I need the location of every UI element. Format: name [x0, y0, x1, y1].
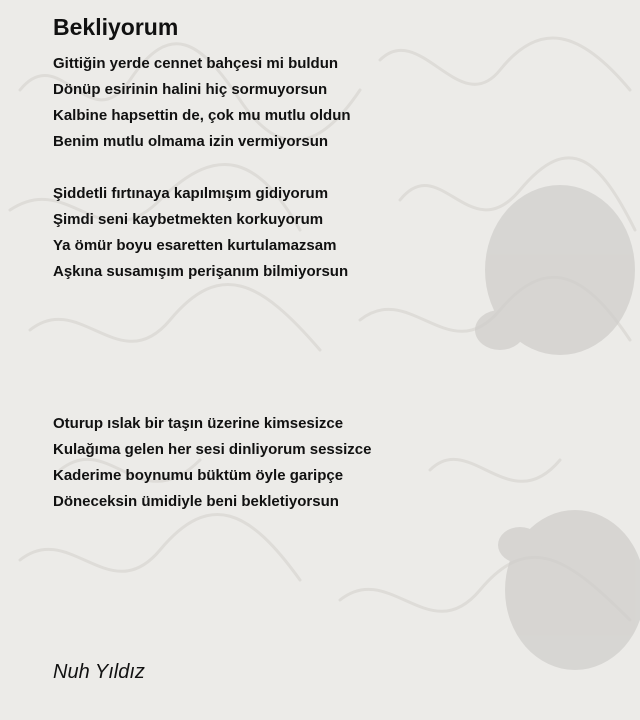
poem-author: Nuh Yıldız [53, 661, 145, 683]
poem-line: Kaderime boynumu büktüm öyle garipçe [53, 467, 344, 484]
poem-line: Aşkına susamışım perişanım bilmiyorsun [53, 263, 349, 280]
poem-line: Kalbine hapsettin de, çok mu mutlu oldun [53, 107, 351, 124]
poem-line: Ya ömür boyu esaretten kurtulamazsam [53, 237, 337, 254]
poem-line: Şiddetli fırtınaya kapılmışım gidiyorum [53, 185, 329, 202]
poem-line: Kulağıma gelen her sesi dinliyorum sessizce [53, 441, 372, 458]
poem-title: Bekliyorum [53, 14, 179, 40]
stanza-2 [53, 181, 348, 285]
poem-line: Şimdi seni kaybetmekten korkuyorum [53, 211, 324, 228]
poem-line: Benim mutlu olmama izin vermiyorsun [53, 133, 329, 150]
poem-line: Dönüp esirinin halini hiç sormuyorsun [53, 81, 328, 98]
poem-line: Gittiğin yerde cennet bahçesi mi buldun [53, 55, 339, 72]
poem-line: Döneceksin ümidiyle beni bekletiyorsun [53, 493, 339, 510]
stanza-1 [53, 51, 351, 155]
poem-line: Oturup ıslak bir taşın üzerine kimsesizce [53, 415, 344, 432]
stanza-3 [53, 411, 371, 515]
